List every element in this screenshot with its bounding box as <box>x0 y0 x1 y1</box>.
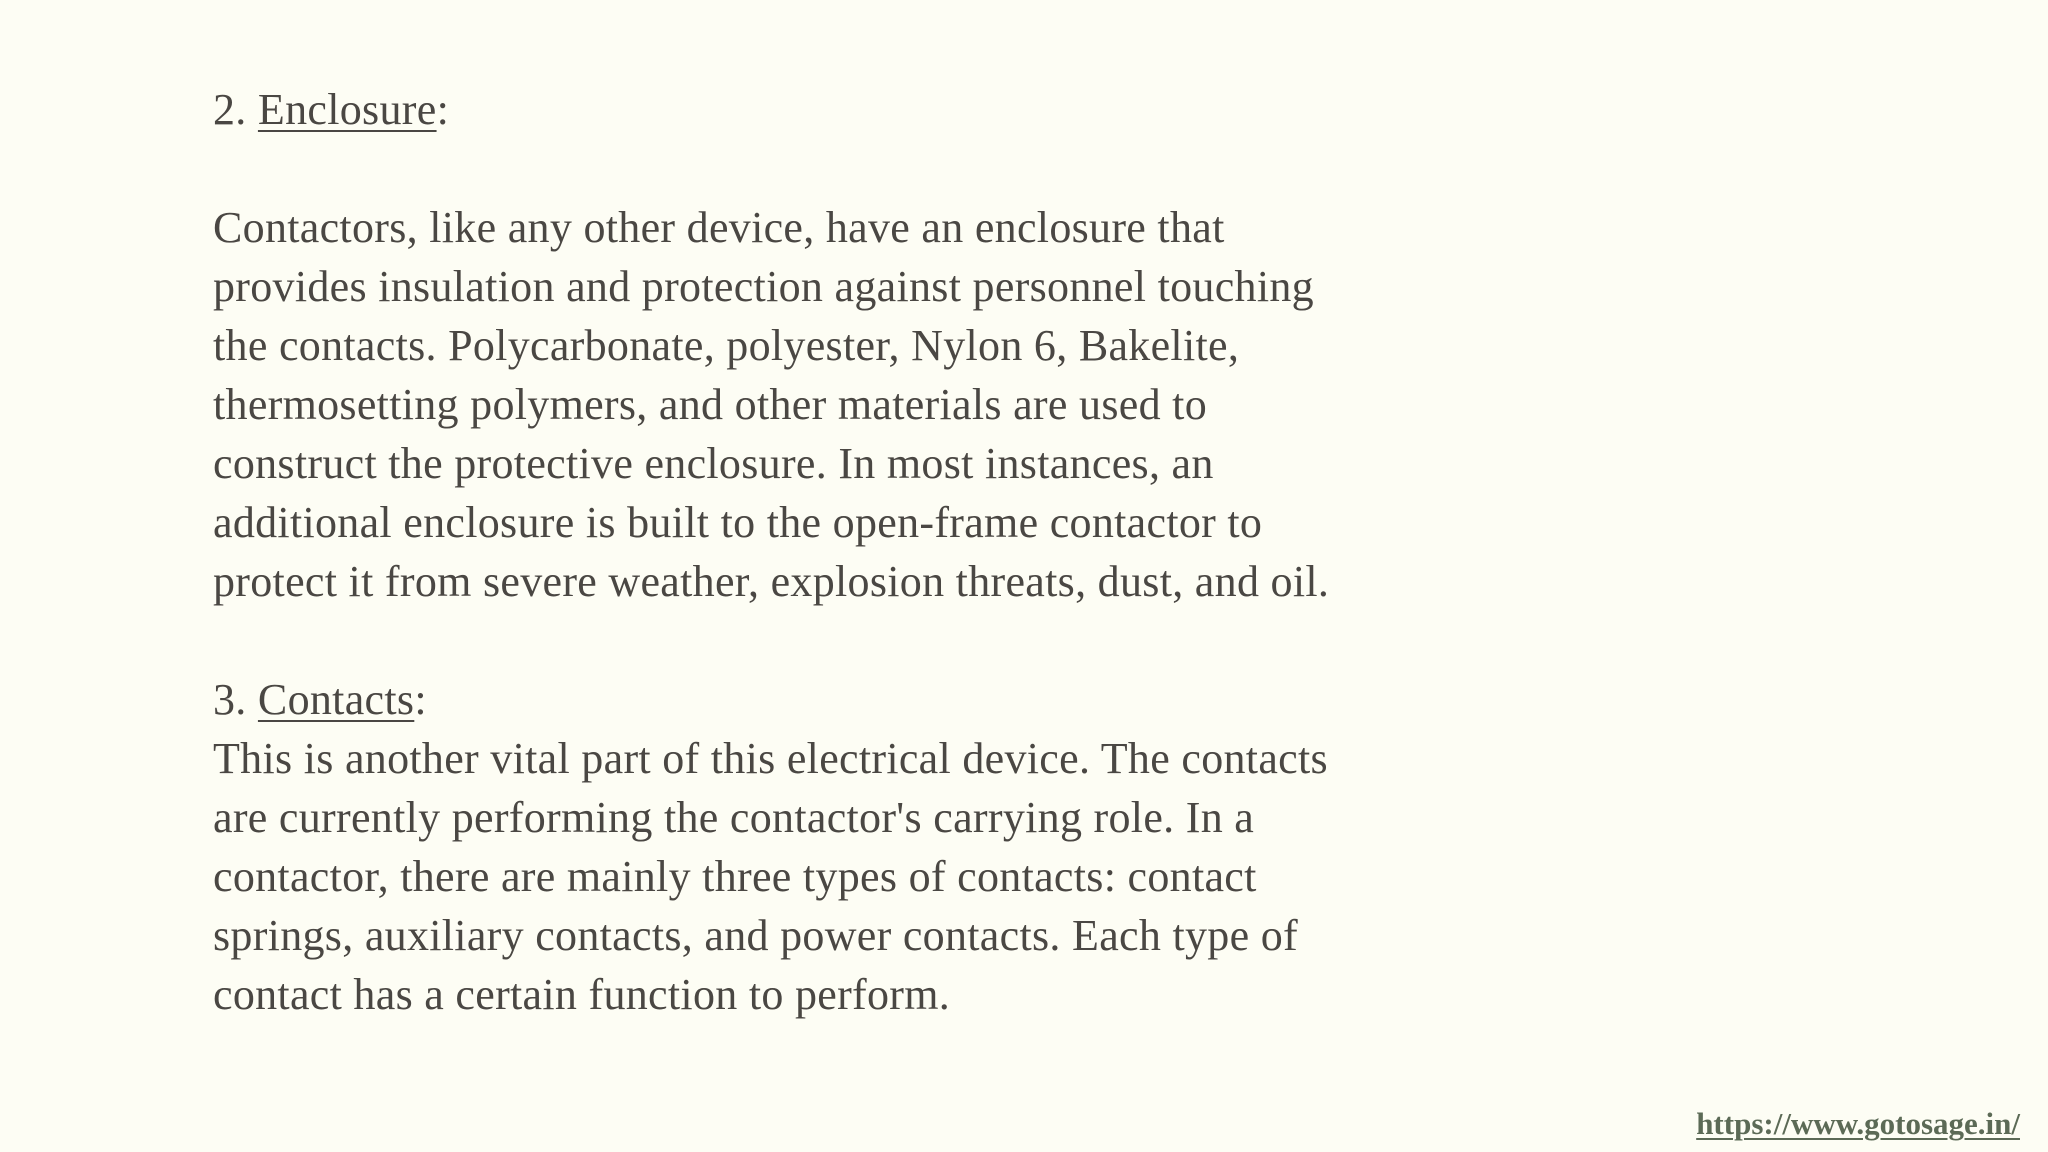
source-url-link[interactable]: https://www.gotosage.in/ <box>1696 1106 2020 1141</box>
paragraph-line: This is another vital part of this electrical device. The contacts <box>213 734 1328 783</box>
section-title-enclosure: Enclosure <box>257 85 437 134</box>
paragraph-line: the contacts. Polycarbonate, polyester, Nylon 6, Bakelite, <box>213 321 1240 370</box>
paragraph-line: construct the protective enclosure. In most instances, an <box>213 439 1214 488</box>
paragraph-enclosure <box>213 198 1613 611</box>
section-title-contacts: Contacts <box>257 675 415 724</box>
paragraph-contacts <box>213 729 1613 1024</box>
section-number: 3. <box>213 675 247 724</box>
spacer <box>213 611 1613 670</box>
section-heading-contacts <box>213 670 1613 729</box>
section-number: 2. <box>213 85 247 134</box>
paragraph-line: contactor, there are mainly three types of contacts: contact <box>213 852 1257 901</box>
section-heading-enclosure <box>213 80 1613 139</box>
paragraph-line: thermosetting polymers, and other materials are used to <box>213 380 1207 429</box>
heading-colon: : <box>414 675 427 724</box>
paragraph-line: Contactors, like any other device, have an enclosure that <box>213 203 1225 252</box>
heading-colon: : <box>436 85 450 134</box>
paragraph-line: are currently performing the contactor's carrying role. In a <box>213 793 1255 842</box>
paragraph-line: additional enclosure is built to the open-frame contactor to <box>213 498 1263 547</box>
paragraph-line: contact has a certain function to perform. <box>213 970 951 1019</box>
document-body <box>213 80 1613 1024</box>
paragraph-line: protect it from severe weather, explosion threats, dust, and oil. <box>213 557 1330 606</box>
paragraph-line: provides insulation and protection against personnel touching <box>213 262 1314 311</box>
spacer <box>213 139 1613 198</box>
paragraph-line: springs, auxiliary contacts, and power contacts. Each type of <box>213 911 1298 960</box>
